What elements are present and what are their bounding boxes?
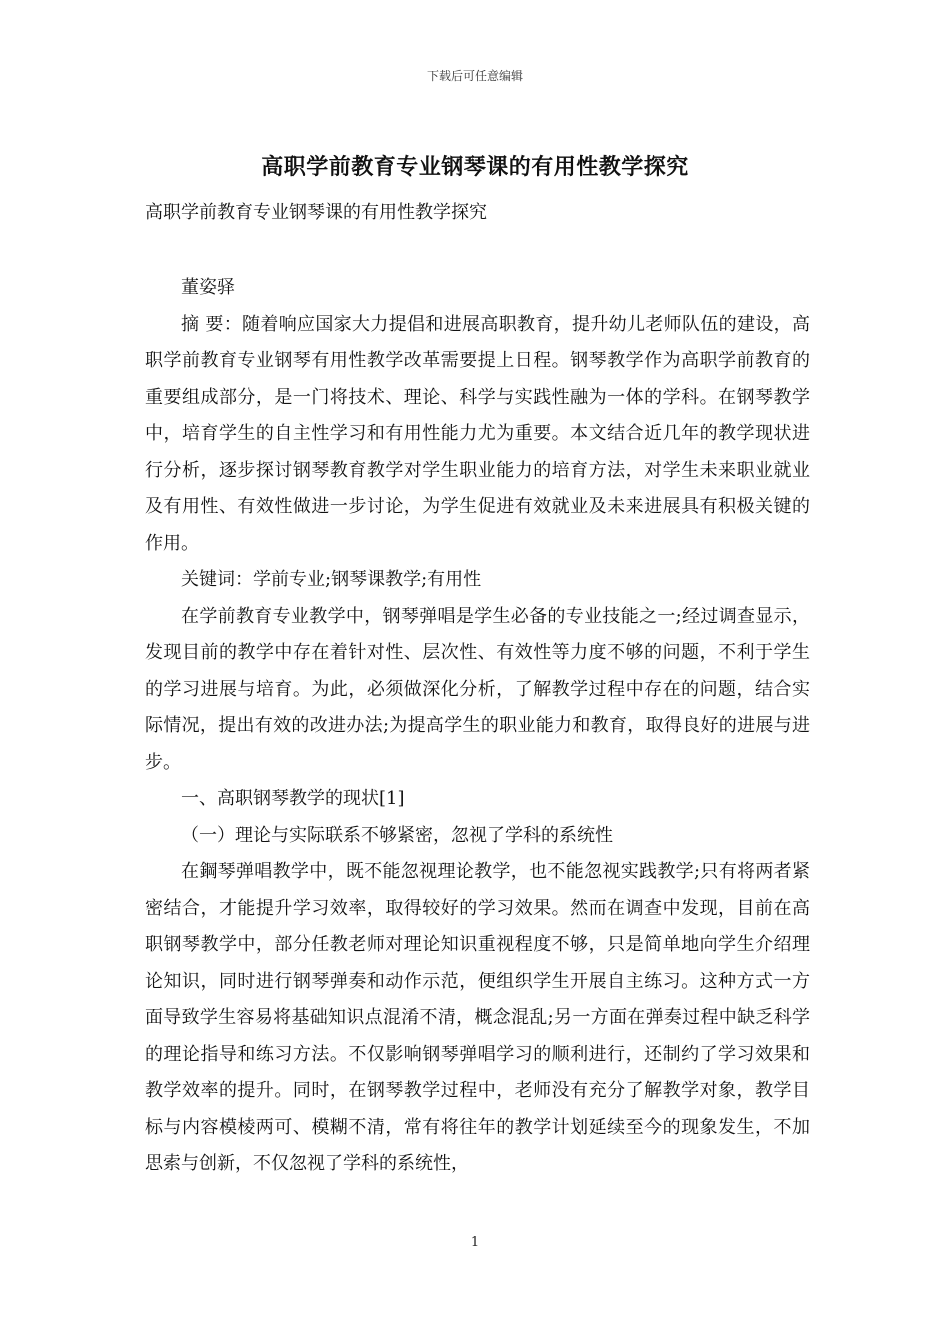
abstract-paragraph: 摘 要：随着响应国家大力提倡和进展高职教育，提升幼儿老师队伍的建设，高职学前教育专业钢琴有用性教学改革需要提上日程。钢琴教学作为高职学前教育的重要组成部分，是一门将技术、理论、科学与实践性融为一体的学科。在钢琴教学中，培育学生的自主性学习和有用性能力尤为重要。本文结合近几年的教学现状进行分析，逐步探讨钢琴教育教学对学生职业能力的培育方法，对学生未来职业就业及有用性、有效性做进一步讨论，为学生促进有效就业及未来进展具有积极关键的作用。 (145, 313, 810, 554)
page-number: 1 (470, 1235, 480, 1250)
keywords-paragraph: 关键词：学前专业;钢琴课教学;有用性 (181, 569, 482, 590)
section-heading: 一、高职钢琴教学的现状[1] (181, 788, 405, 809)
page-header-note: 下载后可任意编辑 (426, 69, 523, 83)
document-body (145, 270, 810, 1183)
document-title: 高职学前教育专业钢琴课的有用性教学探究 (261, 154, 689, 180)
intro-paragraph: 在学前教育专业教学中，钢琴弹唱是学生必备的专业技能之一;经过调查显示，发现目前的教学中存在着针对性、层次性、有效性等力度不够的问题，不利于学生的学习进展与培育。为此，必须做深化分析，了解教学过程中存在的问题，结合实际情况，提出有效的改进办法;为提高学生的职业能力和教育，取得良好的进展与进步。 (145, 605, 810, 773)
author-name: 董姿驿 (181, 277, 235, 298)
body-paragraph: 在鋼琴弹唱教学中，既不能忽视理论教学，也不能忽视实践教学;只有将两者紧密结合，才能提升学习效率，取得较好的学习效果。然而在调查中发现，目前在高职钢琴教学中，部分任教老师对理论知识重视程度不够，只是简单地向学生介绍理论知识，同时进行钢琴弹奏和动作示范，便组织学生开展自主练习。这种方式一方面导致学生容易将基础知识点混淆不清，概念混乱;另一方面在弹奏过程中缺乏科学的理论指导和练习方法。不仅影响钢琴弹唱学习的顺利进行，还制约了学习效果和教学效率的提升。同时，在钢琴教学过程中，老师没有充分了解教学对象，教学目标与内容模棱两可、模糊不清，常有将往年的教学计划延续至今的现象发生，不加思索与创新，不仅忽视了学科的系统性， (145, 861, 810, 1174)
document-subtitle: 高职学前教育专业钢琴课的有用性教学探究 (145, 202, 487, 223)
subsection-heading: （一）理论与实际联系不够紧密，忽视了学科的系统性 (181, 824, 613, 846)
